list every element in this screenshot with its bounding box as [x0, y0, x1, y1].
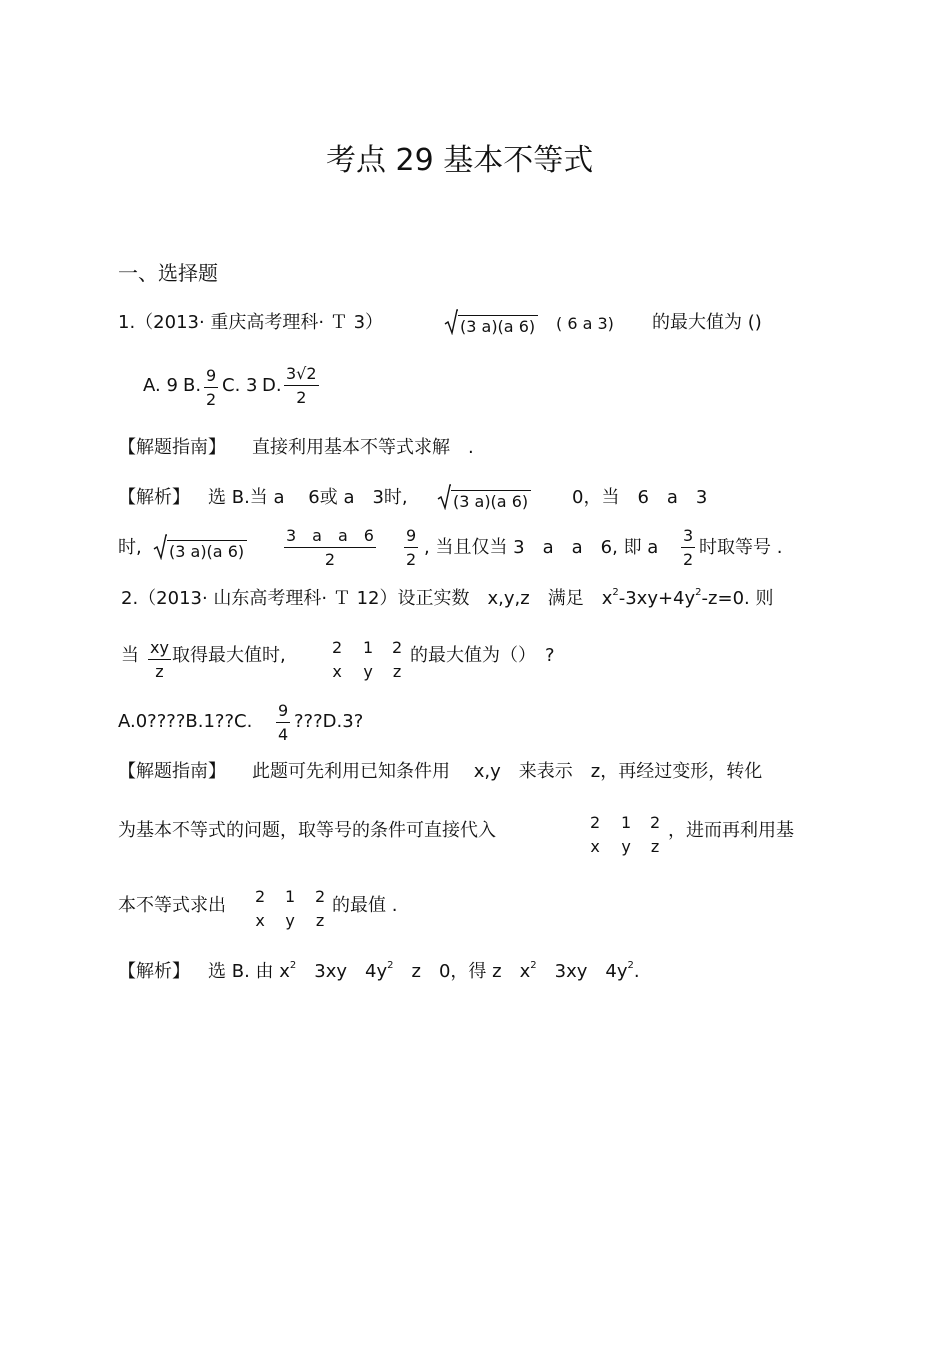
q2-guide-line3-b: 的最值 . — [332, 895, 398, 916]
q1-guide-text: 直接利用基本不等式求解 . — [252, 437, 474, 458]
fraction-numerator: xy — [150, 638, 169, 657]
fraction-denominator: 2 — [206, 390, 217, 410]
q2-line2-fraction-2z — [390, 640, 404, 680]
fraction-numerator: 2 — [315, 887, 326, 906]
fraction-numerator: 9 — [206, 366, 217, 385]
solution-part: . — [633, 961, 640, 982]
q1-solution-line2-c: 时取等号 . — [699, 537, 783, 558]
superscript: 2 — [695, 587, 702, 598]
q1-solution-line1-b: 0，当 6 a 3 — [572, 487, 708, 508]
superscript: 2 — [612, 587, 619, 598]
superscript: 2 — [289, 960, 297, 971]
fraction-numerator: 1 — [285, 887, 296, 906]
fraction-numerator: 2 — [650, 813, 661, 832]
radical-sign-icon — [153, 534, 167, 560]
q2-guide-line2-a: 为基本不等式的问题，取等号的条件可直接代入 — [118, 820, 496, 841]
q2-guide-line3-fraction-2z — [313, 889, 327, 929]
fraction-numerator: 9 — [406, 526, 417, 545]
q2-guide-fraction-2z — [648, 815, 662, 855]
fraction-denominator: 4 — [278, 725, 289, 745]
section-heading: 一、选择题 — [118, 261, 218, 285]
q1-solution-fraction-2 — [404, 528, 418, 568]
fraction-numerator: 2 — [255, 887, 266, 906]
fraction-numerator: 2 — [590, 813, 601, 832]
q2-option-c-fraction — [276, 703, 290, 743]
fraction-denominator: 2 — [324, 550, 336, 570]
fraction-denominator: 2 — [683, 550, 694, 570]
radical-sign-icon — [444, 309, 458, 335]
fraction-denominator: 2 — [296, 388, 307, 408]
fraction-numerator: 1 — [621, 813, 632, 832]
solution-part: 3xy 4y — [536, 961, 628, 982]
q1-solution-sqrt-2 — [153, 534, 247, 560]
page-title: 考点 29 基本不等式 — [326, 143, 594, 178]
q2-line2-c: 的最大值为（） ? — [410, 645, 555, 666]
fraction-numerator: 3 a a 6 — [286, 526, 374, 545]
q2-guide-line1: 此题可先利用已知条件用 x,y 来表示 z，再经过变形，转化 — [252, 761, 763, 782]
q2-guide-line3-a: 本不等式求出 — [118, 895, 226, 916]
q1-stem-mid: ( 6 a 3) — [556, 314, 614, 333]
superscript: 2 — [627, 960, 634, 971]
fraction-numerator: 9 — [278, 701, 289, 720]
q1-option-c: C. 3 — [222, 375, 258, 396]
fraction-denominator: y — [621, 837, 631, 857]
fraction-denominator: x — [590, 837, 600, 857]
q2-line2-fraction-2x — [330, 640, 344, 680]
q2-options-b: ???D.3? — [294, 711, 364, 732]
q1-guide-label: 【解题指南】 — [118, 437, 226, 458]
q2-guide-line3-fraction-2x — [253, 889, 267, 929]
solution-part: 3xy 4y — [296, 961, 388, 982]
q2-line2-fraction-1y — [361, 640, 375, 680]
superscript: 2 — [530, 960, 537, 971]
fraction-denominator: y — [285, 911, 295, 931]
fraction-numerator: 2 — [332, 638, 343, 657]
q2-guide-line3-fraction-1y — [283, 889, 297, 929]
q1-stem-prefix: 1.（2013· 重庆高考理科· Ｔ 3） — [118, 312, 384, 333]
q1-stem-suffix: 的最大值为 () — [652, 312, 762, 333]
fraction-numerator: 3 — [683, 526, 694, 545]
q2-stem — [121, 587, 774, 609]
fraction-denominator: z — [315, 911, 325, 931]
solution-part: z 0，得 z x — [393, 961, 531, 982]
q2-stem-mid: -3xy+4y — [618, 588, 696, 609]
fraction-numerator: 1 — [363, 638, 374, 657]
q1-solution-radicand-2: (3 a)(a 6) — [167, 540, 247, 560]
superscript: 2 — [387, 960, 394, 971]
q1-sqrt — [444, 309, 538, 335]
q1-option-b-label: B. — [183, 375, 202, 396]
q1-solution-line2-b: , 当且仅当 3 a a 6, 即 a — [424, 537, 659, 558]
fraction-denominator: z — [650, 837, 660, 857]
fraction-denominator: x — [255, 911, 265, 931]
fraction-denominator: z — [392, 662, 402, 682]
q2-stem-prefix: 2.（2013· 山东高考理科· Ｔ 12）设正实数 x,y,z 满足 x — [121, 588, 613, 609]
solution-part: 选 B. 由 x — [208, 961, 290, 982]
q2-solution-label: 【解析】 — [118, 961, 190, 982]
q1-solution-fraction-3 — [681, 528, 695, 568]
q1-radicand: (3 a)(a 6) — [458, 315, 538, 335]
q1-solution-label: 【解析】 — [118, 487, 190, 508]
fraction-numerator: 2 — [392, 638, 403, 657]
q1-option-d-label: D. — [262, 375, 282, 396]
q1-solution-line2-a: 时, — [118, 537, 142, 558]
q2-stem-suffix: -z=0. 则 — [701, 588, 774, 609]
q1-option-d-fraction — [284, 366, 319, 406]
q2-line2-a: 当 — [121, 645, 139, 666]
q1-solution-line1-a: 选 B.当 a 6或 a 3时, — [208, 487, 408, 508]
q2-guide-label: 【解题指南】 — [118, 761, 226, 782]
q2-solution-text — [208, 960, 640, 982]
q2-line2-b: 取得最大值时, — [172, 645, 286, 666]
q2-xy-over-z-fraction — [148, 640, 171, 680]
q2-options-a: A.0????B.1??C. — [118, 711, 253, 732]
fraction-denominator: 2 — [406, 550, 417, 570]
fraction-denominator: z — [155, 662, 164, 682]
q2-guide-line2-b: ，进而再利用基 — [668, 820, 794, 841]
fraction-denominator: x — [332, 662, 342, 682]
q1-solution-sqrt-1 — [437, 484, 531, 510]
fraction-denominator: y — [363, 662, 373, 682]
q1-solution-fraction-1 — [284, 528, 376, 568]
q1-option-b-fraction — [204, 368, 218, 408]
q1-option-a: A. 9 — [143, 375, 178, 396]
fraction-numerator: 3√2 — [286, 364, 317, 383]
q2-guide-fraction-2x — [588, 815, 602, 855]
q2-guide-fraction-1y — [619, 815, 633, 855]
radical-sign-icon — [437, 484, 451, 510]
q1-solution-radicand-1: (3 a)(a 6) — [451, 490, 531, 510]
